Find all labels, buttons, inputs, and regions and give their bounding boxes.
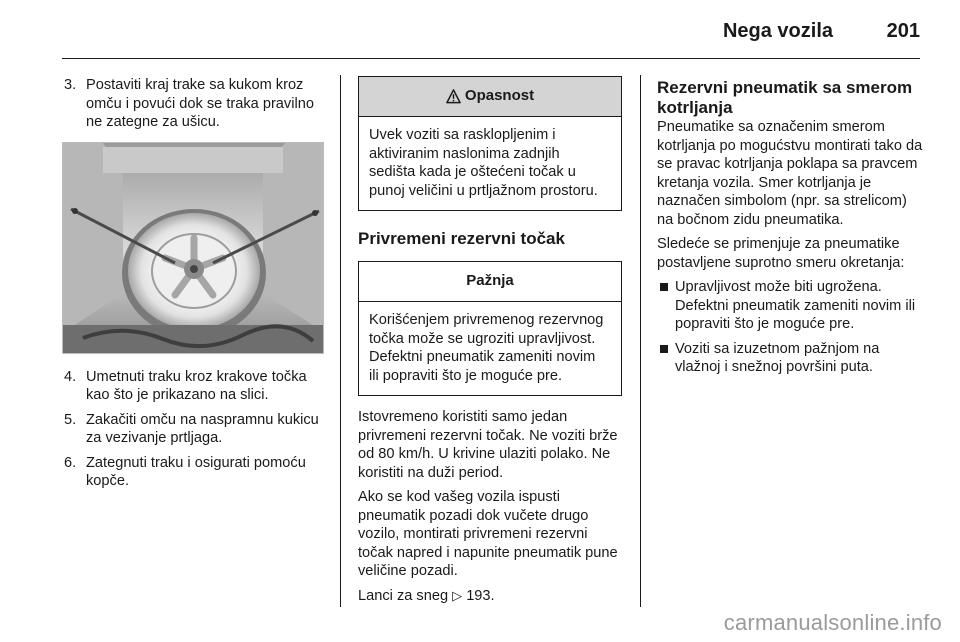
step-number: 3. <box>64 77 77 93</box>
watermark: carmanualsonline.info <box>723 610 942 635</box>
paragraph: Istovremeno koristiti samo jedan privremeni rezervni točak. Ne voziti brže od 80 km/h. U krivine ulaziti polako. Ne koristiti na duži period. <box>358 409 618 481</box>
paragraph: Pneumatike sa označenim smerom kotrljanja po mogućstvu montirati tako da se pravac kotrljanja poklapa sa pravcem kretanja vozila. Smer kotrljanja je naznačen simbolom (npr. sa strelicom) na bočnom zidu pneumatika. <box>657 119 923 228</box>
column-right <box>657 76 923 383</box>
danger-box-title: Opasnost <box>464 87 535 105</box>
paragraph: Sledeće se primenjuje za pneumatike postavljene suprotno smeru okretanja: <box>657 236 905 271</box>
bullet-square-icon <box>660 283 668 291</box>
reference-text: Lanci za sneg <box>358 587 449 604</box>
paragraph: Ako se kod vašeg vozila ispusti pneumatik pozadi dok vučete drugo vozilo, montirati privremeni rezervni točak napred i napunite pneumatik pune veličine pozadi. <box>358 489 618 579</box>
caution-box <box>358 261 622 396</box>
warning-triangle-icon <box>446 89 461 104</box>
bullet-text: Upravljivost može biti ugrožena. Defektni pneumatik zameniti novim ili popraviti što je moguće pre. <box>675 279 916 332</box>
step-number: 5. <box>64 411 77 428</box>
danger-box <box>358 76 622 211</box>
section-title-directional-tire: Rezervni pneumatik sa smerom kotrljanja <box>657 78 913 117</box>
step-4 <box>62 368 332 405</box>
page-header-title: Nega vozila <box>722 20 833 42</box>
column-divider-right <box>640 75 641 607</box>
page-number: 201 <box>886 20 920 42</box>
bullet-item <box>657 340 923 377</box>
bullet-text: Voziti sa izuzetnom pažnjom na vlažnoj i snežnoj površini puta. <box>675 340 880 375</box>
step-text: Zakačiti omču na naspramnu kukicu za vezivanje prtljaga. <box>86 411 319 446</box>
step-5 <box>62 411 332 448</box>
step-number: 4. <box>64 368 77 385</box>
caution-box-text: Korišćenjem privremenog rezervnog točka može se ugroziti upravljivost. Defektni pneumatik zameniti novim ili popraviti što je moguće pre. <box>369 312 604 384</box>
reference-page-link[interactable]: 193. <box>466 587 495 604</box>
danger-box-header <box>359 77 621 117</box>
step-text: Zategnuti traku i osigurati pomoću kopče. <box>86 454 306 489</box>
bullet-item <box>657 278 923 334</box>
header-rule <box>62 58 920 59</box>
column-divider-left <box>340 75 341 607</box>
spare-wheel-illustration <box>63 143 324 354</box>
spare-wheel-photo <box>62 142 324 354</box>
danger-box-text: Uvek voziti sa rasklopljenim i aktiviranim naslonima zadnjih sedišta kada je oštećeni točak u punoj veličini u prtljažnom prostoru. <box>369 127 598 199</box>
step-text: Postaviti kraj trake sa kukom kroz omču i povući dok se traka pravilno ne zategne za ušicu. <box>86 77 314 130</box>
column-middle <box>358 76 624 611</box>
bullet-square-icon <box>660 345 668 353</box>
step-3 <box>62 76 332 132</box>
step-6 <box>62 454 332 491</box>
step-text: Umetnuti traku kroz krakove točka kao što je prikazano na slici. <box>86 368 307 403</box>
step-number: 6. <box>64 454 77 471</box>
page-reference-arrow-icon: ▷ <box>452 587 463 603</box>
column-left <box>62 76 332 497</box>
snow-chains-reference <box>358 587 624 606</box>
section-title-temporary-spare: Privremeni rezervni točak <box>358 229 565 248</box>
caution-box-header <box>359 262 621 302</box>
caution-box-title: Pažnja <box>466 272 514 290</box>
